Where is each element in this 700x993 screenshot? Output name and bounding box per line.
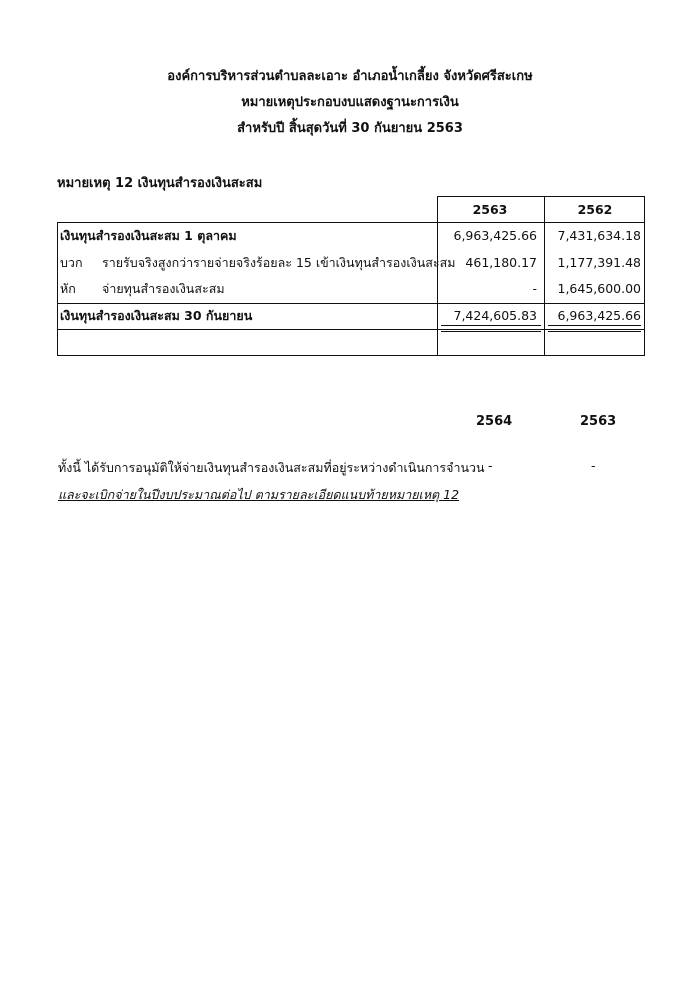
rule — [644, 196, 645, 356]
row-add-label: รายรับจริงสูงกว่ารายจ่ายจริงร้อยละ 15 เข้าเงินทุนสำรองเงินสะสม — [102, 255, 456, 270]
rule — [437, 196, 645, 197]
row-less-prefix: หัก — [60, 281, 76, 296]
row-less-2562: 1,645,600.00 — [557, 281, 641, 296]
report-period: สำหรับปี สิ้นสุดวันที่ 30 กันยายน 2563 — [237, 121, 463, 136]
rule — [544, 196, 545, 356]
rule — [441, 331, 541, 332]
document-title: หมายเหตุประกอบงบแสดงฐานะการเงิน — [241, 95, 459, 110]
reserve-fund-table — [57, 196, 645, 356]
rule — [57, 303, 645, 304]
row-less-label: จ่ายทุนสำรองเงินสะสม — [102, 281, 225, 296]
row-opening-2563: 6,963,425.66 — [453, 228, 537, 243]
rule — [437, 196, 438, 356]
rule — [57, 329, 645, 330]
rule — [57, 222, 645, 223]
row-opening-label: เงินทุนสำรองเงินสะสม 1 ตุลาคม — [60, 228, 237, 243]
row-closing-2563: 7,424,605.83 — [453, 308, 537, 323]
year-header-2563: 2563 — [472, 202, 508, 217]
document-header — [0, 64, 700, 142]
note-title: หมายเหตุ 12 เงินทุนสำรองเงินสะสม — [57, 176, 263, 191]
rule — [57, 355, 645, 356]
row-add-2563: 461,180.17 — [465, 255, 537, 270]
approved-text-line1: ทั้งนี้ ได้รับการอนุมัติให้จ่ายเงินทุนสำรองเงินสะสมที่อยู่ระหว่างดำเนินการจำนวน — [58, 460, 485, 475]
row-add-2562: 1,177,391.48 — [557, 255, 641, 270]
rule — [57, 222, 58, 356]
rule — [548, 325, 641, 326]
row-closing-2562: 6,963,425.66 — [557, 308, 641, 323]
approved-year-2564: 2564 — [476, 414, 513, 429]
row-closing-label: เงินทุนสำรองเงินสะสม 30 กันยายน — [60, 308, 253, 323]
row-less-2563: - — [532, 281, 537, 296]
approved-year-2563: 2563 — [580, 414, 617, 429]
approved-2563-value: - — [591, 458, 596, 473]
rule — [441, 325, 541, 326]
row-opening-2562: 7,431,634.18 — [557, 228, 641, 243]
organization-name: องค์การบริหารส่วนตำบลละเอาะ อำเภอน้ำเกลี้ยง จังหวัดศรีสะเกษ — [167, 69, 533, 84]
row-add-prefix: บวก — [60, 255, 83, 270]
rule — [548, 331, 641, 332]
year-header-2562: 2562 — [577, 202, 613, 217]
approved-text-line2: และจะเบิกจ่ายในปีงบประมาณต่อไป ตามรายละเอียดแนบท้ายหมายเหตุ 12 — [58, 487, 460, 502]
approved-2564-value: - — [488, 458, 493, 473]
